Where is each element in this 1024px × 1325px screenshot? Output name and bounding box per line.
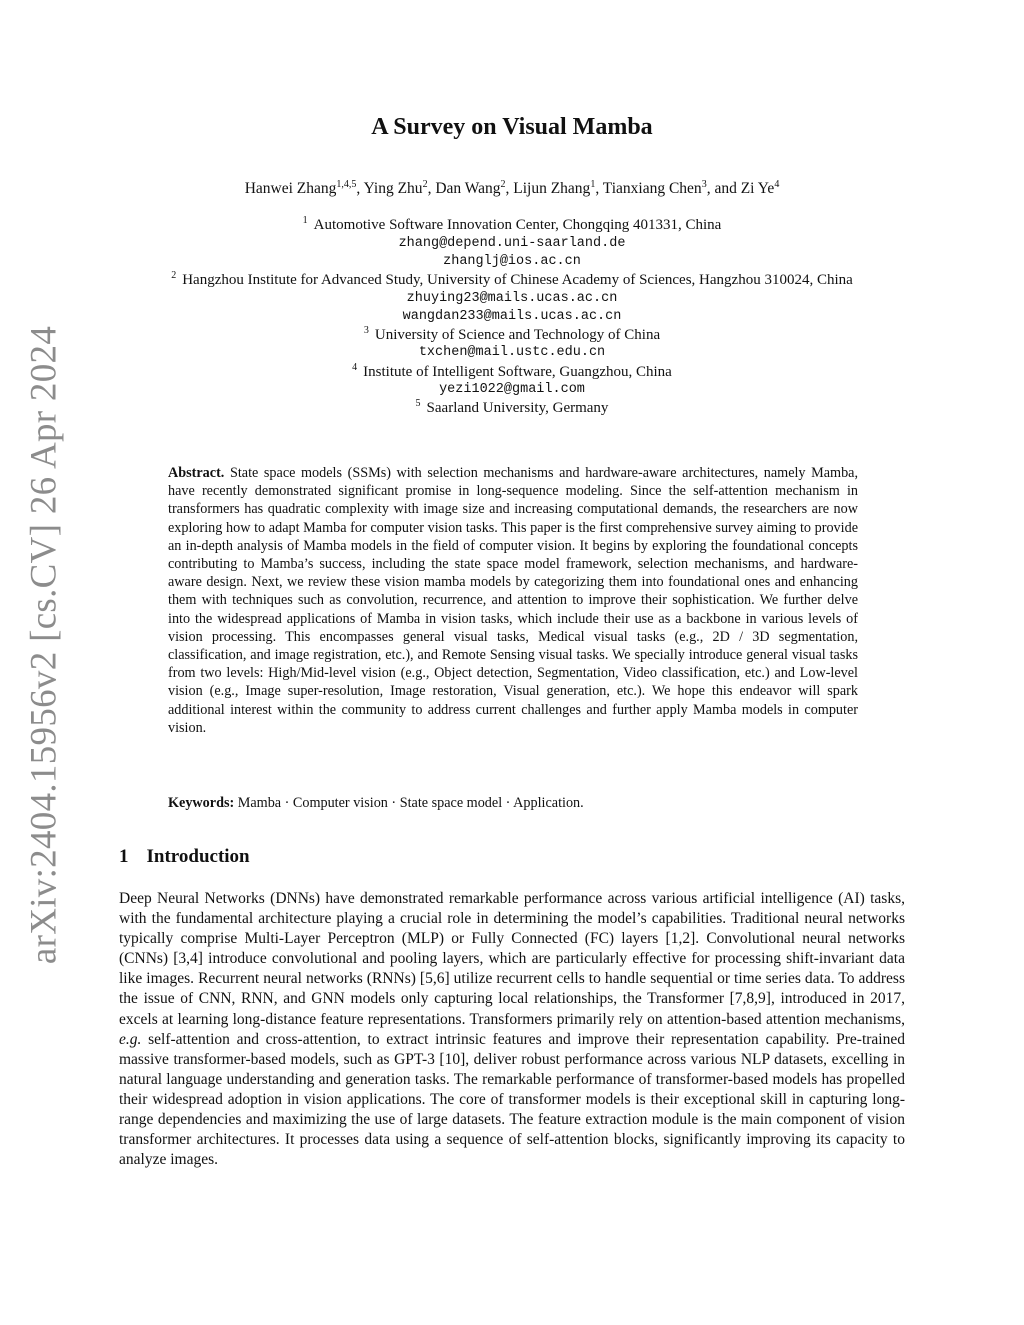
affiliation-number: 2 (171, 270, 177, 281)
abstract-text: State space models (SSMs) with selection mechanisms and hardware-aware architectures, namely Mamba, have recently demonstrated significant promise in long-sequence modeling. Since the self-attention mechanism in transformers has quadratic complexity with image size and increasing computational demands, the researchers are now exploring how to adapt Mamba for computer vision tasks. This paper is the first comprehensive survey aiming to provide an in-depth analysis of Mamba models in the field of computer vision. It begins by exploring the foundational concepts contributing to Mamba’s success, including the state space model framework, selection mechanisms, and hardware-aware design. Next, we review these vision mamba models by categorizing them into foundational ones and enhancing them with techniques such as convolution, recurrence, and attention to improve their sophistication. We further delve into the widespread applications of Mamba in vision tasks, which include their use as a backbone in various levels of vision processing. This encompasses general visual tasks, Medical visual tasks (e.g., 2D / 3D segmentation, classification, and image registration, etc.), and Remote Sensing visual tasks. We specially introduce general visual tasks from two levels: High/Mid-level vision (e.g., Object detection, Segmentation, Video classification, etc.) and Low-level vision (e.g., Image super-resolution, Image restoration, Visual generation, etc.). We hope this endeavor will spark additional interest within the community to address current challenges and further apply Mamba models in computer vision. (168, 465, 859, 736)
affiliation-name: Institute of Intelligent Software, Guangzhou, China (363, 364, 672, 380)
email-address[interactable]: wangdan233@mails.ucas.ac.cn (402, 309, 622, 324)
affiliation-name: Hangzhou Institute for Advanced Study, University of Chinese Academy of Sciences, Hangzhou 310024, China (182, 272, 853, 288)
affiliation-name: Saarland University, Germany (426, 400, 609, 416)
email-address[interactable]: zhuying23@mails.ucas.ac.cn (406, 291, 618, 306)
section-number: 1 (119, 846, 129, 867)
author-separator: , (427, 180, 436, 198)
email-address[interactable]: txchen@mail.ustc.edu.cn (418, 345, 606, 360)
affiliation-1 (0, 215, 1024, 234)
affiliation-number: 5 (415, 398, 421, 409)
intro-text-continued: self-attention and cross-attention, to extract intrinsic features and improve their representation capability. Pre-trained massive transformer-based models, such as GPT-3 [10], deliver robust performance across various NLP datasets, excelling in natural language understanding and generation tasks. The remarkable performance of transformer-based models has propelled their widespread adoption in vision applications. The core of transformer models is their exceptional skill in capturing long-range dependencies and maximizing the use of large datasets. The feature extraction module is the main component of vision transformer architectures. It processes data using a sequence of self-attention blocks, significantly improving its capacity to analyze images. (119, 1030, 905, 1169)
keywords-label: Keywords: (168, 795, 235, 811)
affiliation-4 (0, 362, 1024, 381)
author-separator: , and (706, 180, 741, 198)
author-list (0, 179, 1024, 198)
abstract (168, 464, 858, 737)
email-address[interactable]: zhanglj@ios.ac.cn (443, 254, 581, 269)
author-affiliation-mark: 4 (774, 179, 780, 190)
affiliation-5 (0, 398, 1024, 417)
author-affiliation-mark: 1 (590, 179, 596, 190)
paper-title: A Survey on Visual Mamba (371, 114, 653, 140)
affiliation-3 (0, 325, 1024, 344)
email-address[interactable]: zhang@depend.uni-saarland.de (398, 236, 626, 251)
author-separator: , (505, 180, 514, 198)
author-name: Hanwei Zhang (244, 180, 337, 198)
affiliation-number: 3 (363, 325, 369, 336)
author-affiliation-mark: 3 (701, 179, 707, 190)
author-separator: , (595, 180, 603, 198)
keywords-text: Mamba · Computer vision · State space model · Application. (237, 795, 584, 811)
author-affiliation-mark: 2 (422, 179, 428, 190)
affiliation-number: 4 (352, 362, 358, 373)
arxiv-identifier: arXiv:2404.15956v2 [cs.CV] 26 Apr 2024 (23, 325, 65, 965)
author-name: Dan Wang (435, 180, 501, 198)
affiliation-name: Automotive Software Innovation Center, Chongqing 401331, China (313, 217, 722, 233)
intro-eg: e.g. (119, 1030, 142, 1048)
author-name: Tianxiang Chen (602, 180, 702, 198)
author-name: Lijun Zhang (513, 180, 591, 198)
author-affiliation-mark: 2 (500, 179, 506, 190)
email-address[interactable]: yezi1022@gmail.com (439, 382, 585, 397)
abstract-label: Abstract. (168, 465, 225, 481)
section-heading (119, 846, 250, 868)
author-affiliation-mark: 1,4,5 (336, 179, 357, 190)
author-name: Zi Ye (740, 180, 775, 198)
affiliation-number: 1 (302, 215, 308, 226)
affiliation-name: University of Science and Technology of China (374, 327, 661, 343)
introduction-paragraph (119, 889, 905, 1170)
keywords (168, 795, 858, 812)
author-name: Ying Zhu (363, 180, 423, 198)
intro-text: Deep Neural Networks (DNNs) have demonstrated remarkable performance across various artificial intelligence (AI) tasks, with the fundamental architecture playing a crucial role in determining the model’s capabilities. Traditional neural networks typically comprise Multi-Layer Perceptron (MLP) or Fully Connected (FC) layers [1,2]. Convolutional neural networks (CNNs) [3,4] introduce convolutional and pooling layers, which are particularly effective for processing shift-invariant data like images. Recurrent neural networks (RNNs) [5,6] utilize recurrent cells to handle sequential or time series data. To address the issue of CNN, RNN, and GNN models only capturing local relationships, the Transformer [7,8,9], introduced in 2017, excels at learning long-distance feature representations. Transformers primarily rely on attention-based attention mechanisms, (119, 890, 905, 1028)
section-title: Introduction (146, 846, 250, 867)
author-separator: , (356, 180, 364, 198)
affiliation-2 (0, 270, 1024, 289)
